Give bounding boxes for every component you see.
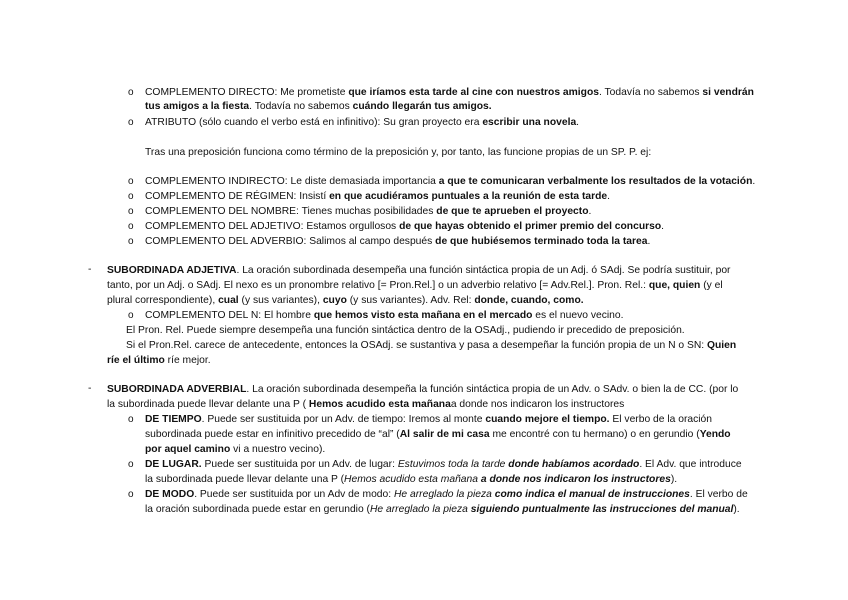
text-italic: Estuvimos toda la tarde [397,459,506,470]
text-line [145,220,664,234]
text-line [145,100,492,114]
text-bold: en que acudiéramos puntuales a la reunión de esta tarde [329,191,608,202]
text-run: COMPLEMENTO DEL N: El hombre [145,310,311,321]
text-line [145,235,650,249]
bullet-circle: o [128,459,134,470]
bullet-dash: - [88,383,92,394]
text-bold: a que te comunicaran verbalmente los resultados de la votación [438,176,753,187]
text-bold: si vendrán [702,87,754,98]
text-italic: He arreglado la pieza [394,489,492,500]
text-run: a donde nos indicaron los instructores [450,399,625,410]
text-run: . La oración subordinada desempeña una función sintáctica propia de un Adj. ó SAdj. Se podría sustituir, por [236,265,731,276]
text-bold: DE TIEMPO [145,414,202,425]
text-line [145,443,325,457]
bullet-circle: o [128,117,134,128]
text-line [145,116,579,130]
text-line [107,294,584,308]
text-bold: ríe el último [107,355,165,366]
text-line [107,383,738,397]
text-line [145,488,748,502]
bullet-circle: o [128,310,134,321]
text-run: (y sus variantes). Adv. Rel: [349,295,472,306]
text-bold: escribir una novela [482,117,577,128]
text-line [126,324,685,338]
text-run: ríe mejor. [167,355,211,366]
text-bold: de que hubiésemos terminado toda la tarea [435,236,648,247]
bullet-circle: o [128,191,134,202]
text-run: COMPLEMENTO DEL ADJETIVO: Estamos orgullosos [145,221,397,232]
text-run: COMPLEMENTO DE RÉGIMEN: Insistí [145,191,327,202]
text-run: tanto, por un Adj. o SAdj. El nexo es un pronombre relativo [= Pron.Rel.] o un adverbio relativo [= Adv.Rel.]. Pron. Rel.: [107,280,646,291]
text-bold: de que te aprueben el proyecto [436,206,589,217]
text-run: . [607,191,611,202]
text-bold: tus amigos a la fiesta [145,101,250,112]
text-bold: cuándo llegarán tus amigos. [352,101,492,112]
text-bold: cuyo [322,295,347,306]
text-line [107,398,624,412]
text-run: . El verbo de [689,489,748,500]
text-run: es el nuevo vecino. [535,310,624,321]
text-run: . Puede ser sustituida por un Adv de modo: [194,489,392,500]
text-run: . Todavía no sabemos [598,87,700,98]
text-run: la oración subordinada puede estar en gerundio ( [145,504,370,515]
text-run: (y sus variantes), [241,295,320,306]
text-line [145,473,677,487]
text-run: . [576,117,580,128]
text-run: . Puede ser sustituida por un Adv. de tiempo: Iremos al monte [201,414,483,425]
text-run: . [588,206,592,217]
text-run: la subordinada puede llevar delante una P ( [107,399,307,410]
section-title: SUBORDINADA ADJETIVA [107,265,237,276]
text-run: . El Adv. que introduce [639,459,742,470]
text-run: . [752,176,756,187]
text-bold: que iríamos esta tarde al cine con nuestros amigos [348,87,599,98]
text-run: Tras una preposición funciona como término de la preposición y, por tanto, las funcione propias de un SP. P. ej: [145,147,652,158]
bullet-circle: o [128,236,134,247]
text-run: Si el Pron.Rel. carece de antecedente, entonces la OSAdj. se sustantiva y pasa a desempeñar la función propia de un N o SN: [126,340,705,351]
text-line [126,339,736,353]
text-bold: que hemos visto esta mañana en el mercado [313,310,533,321]
text-line [145,458,742,472]
text-line [145,428,731,442]
text-bold: que, quien [648,280,701,291]
text-bold: Yendo [699,429,731,440]
text-line [145,175,755,189]
text-run: . Todavía no sabemos [249,101,350,112]
text-italic: He arreglado la pieza [369,504,468,515]
text-run: ). [733,504,740,515]
text-line [145,146,651,160]
text-line [107,264,730,278]
text-run: plural correspondiente), [107,295,216,306]
text-line [107,279,723,293]
bullet-circle: o [128,489,134,500]
text-line [145,86,754,100]
text-run: El verbo de la oración [612,414,713,425]
text-bold-italic: siguiendo puntualmente las instrucciones del manual [470,504,734,515]
text-run: . [661,221,665,232]
text-bold-italic: a donde nos indicaron los instructores [480,474,671,485]
text-run: COMPLEMENTO DIRECTO: Me prometiste [145,87,346,98]
text-run: COMPLEMENTO INDIRECTO: Le diste demasiada importancia [145,176,436,187]
text-run: subordinada puede estar en infinitivo precedido de “al” ( [145,429,400,440]
text-bold: de que hayas obtenido el primer premio del concurso [399,221,662,232]
bullet-circle: o [128,221,134,232]
text-bold: Al salir de mi casa [399,429,490,440]
bullet-circle: o [128,414,134,425]
text-run: ). [670,474,678,485]
text-bold: por aquel camino [145,444,231,455]
bullet-circle: o [128,176,134,187]
text-bold: donde, cuando, como. [474,295,584,306]
text-line [145,413,712,427]
section-title: SUBORDINADA ADVERBIAL [107,384,247,395]
text-run: . [647,236,651,247]
text-run: me encontré con tu hermano) o en gerundio ( [492,429,700,440]
text-bold: DE MODO [145,489,195,500]
text-bold-italic: como indica el manual de instrucciones [494,489,690,500]
text-run: Puede ser sustituida por un Adv. de lugar: [204,459,395,470]
text-run: COMPLEMENTO DEL NOMBRE: Tienes muchas posibilidades [145,206,434,217]
text-bold: Hemos acudido esta mañana [308,399,451,410]
bullet-dash: - [88,264,92,275]
bullet-circle: o [128,206,134,217]
text-line [145,503,740,517]
text-run: ATRIBUTO (sólo cuando el verbo está en infinitivo): Su gran proyecto era [145,117,480,128]
text-line [145,190,610,204]
text-line [145,309,623,323]
text-italic: Hemos acudido esta mañana [344,474,478,485]
bullet-circle: o [128,87,134,98]
text-bold: DE LUGAR. [145,459,202,470]
text-bold: cuando mejore el tiempo. [485,414,610,425]
text-line [145,205,591,219]
text-run: El Pron. Rel. Puede siempre desempeña una función sintáctica dentro de la OSAdj., pudiendo ir precedido de preposición. [126,325,685,336]
text-run: COMPLEMENTO DEL ADVERBIO: Salimos al campo después [145,236,433,247]
text-run: (y el [703,280,723,291]
text-run: vi a nuestro vecino). [233,444,326,455]
text-run: la subordinada puede llevar delante una P ( [145,474,345,485]
text-bold: cual [218,295,239,306]
text-bold: Quien [707,340,737,351]
text-bold-italic: donde habíamos acordado [508,459,640,470]
text-line [107,354,211,368]
text-run: . La oración subordinada desempeña la función sintáctica propia de un Adv. o SAdv. o bien la de CC. (por lo [246,384,739,395]
